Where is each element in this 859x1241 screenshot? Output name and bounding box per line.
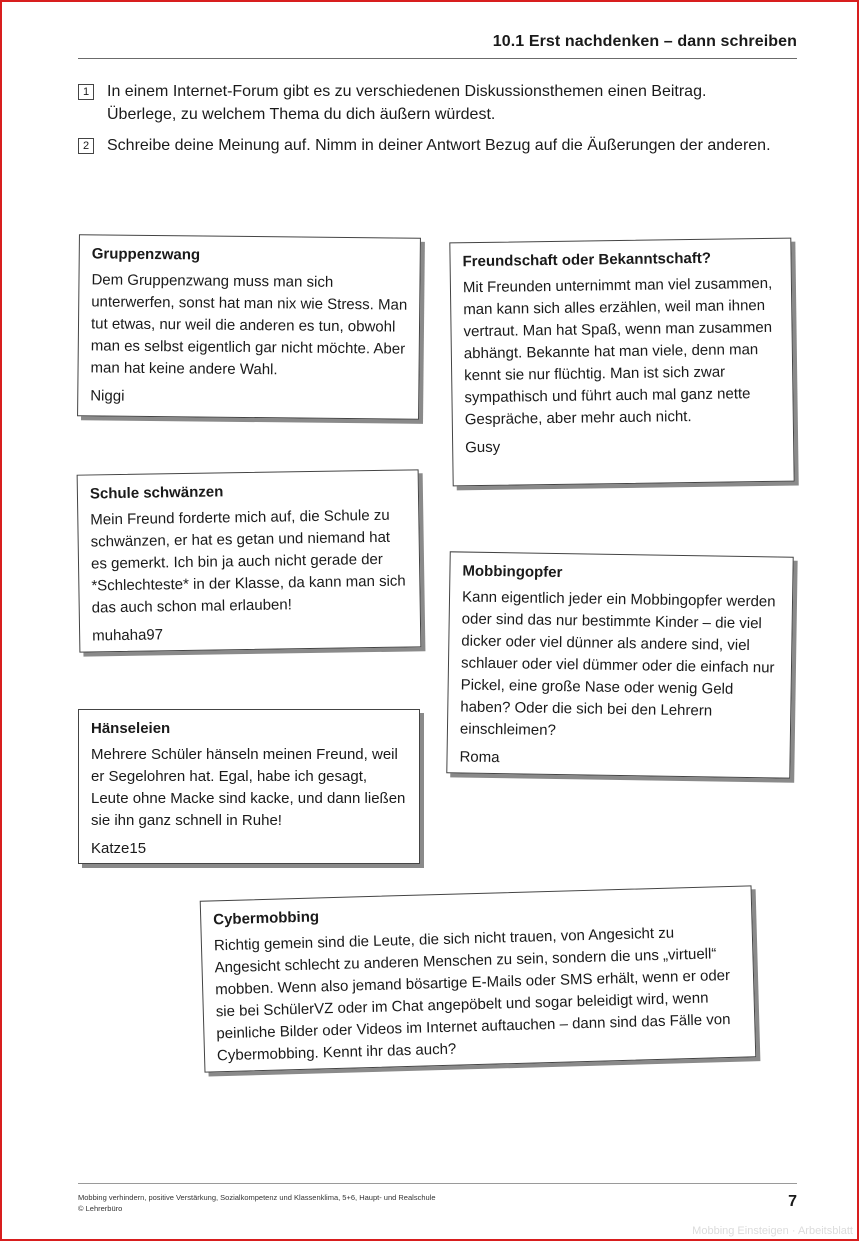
footer-divider [78,1183,797,1184]
post-title: Cybermobbing [213,908,320,929]
post-title: Mobbingopfer [462,562,563,582]
forum-post-mobbingopfer [446,551,793,778]
forum-post-gruppenzwang [77,234,421,420]
post-author: Niggi [90,387,125,405]
footer-line-1: Mobbing verhindern, positive Verstärkung, Sozialkompetenz und Klassenklima, 5+6, Haupt- und Realschule [78,1193,436,1202]
forum-post-cybermobbing [200,885,757,1072]
task-number-1: 1 [78,84,94,100]
post-body: Mit Freunden unternimmt man viel zusammen, man kann sich alles erzählen, weil man ihnen vertraut. Man hat Spaß, wenn man zusammen abhängt. Bekannte hat man viele, denn man kennt sie nur flüchtig. Man ist sich zwar sympathisch und führt auch mal ganz nette Gespräche, aber mehr auch nicht. [462,274,773,429]
footer-credits [78,1192,436,1214]
post-body: Richtig gemein sind die Leute, die sich nicht trauen, von Angesicht zu Angesicht schlecht zu anderen Menschen zu sein, sondern die uns „virtuell“ mobben. Wenn also jemand bösartige E-Mails oder SMS erhält, wenn er oder sie bei SchülerVZ oder im Chat angepöbelt und sogar beleidigt wird, wenn peinliche Bilder oder Videos im Internet auftauchen – dann sind das Fälle von Cybermobbing. Kennt ihr das auch? [213,924,731,1065]
post-body: Dem Gruppenzwang muss man sich unterwerfen, sonst hat man nix wie Stress. Man tut etwas, nur weil die anderen es tun, obwohl man es selbst eigentlich gar nicht möchte. Aber man hat keine andere Wahl. [90,271,408,379]
post-body: Mehrere Schüler hänseln meinen Freund, weil er Segelohren hat. Egal, habe ich gesagt, Leute ohne Macke sind kacke, und dann ließen sie ihn ganz schnell in Ruhe! [91,746,406,829]
header-divider [78,58,797,59]
task-text-2: Schreibe deine Meinung auf. Nimm in deiner Antwort Bezug auf die Äußerungen der anderen. [107,137,771,154]
post-body: Kann eigentlich jeder ein Mobbingopfer werden oder sind das nur bestimmte Kinder – die viel dicker oder viel dünner als andere sind, viel schlauer oder viel dümmer oder die einfach nur Pickel, eine große Nase oder wenig Geld haben? Oder die sich bei den Lehrern einschleimen? [459,588,776,739]
watermark: Mobbing Einsteigen · Arbeitsblatt [692,1225,853,1237]
post-title: Schule schwänzen [89,483,224,503]
post-author: Roma [459,748,500,767]
page-title: 10.1 Erst nachdenken – dann schreiben [492,33,797,50]
task-number-2: 2 [78,138,94,154]
post-title: Gruppenzwang [91,245,201,264]
post-title: Hänseleien [91,720,171,737]
forum-post-freundschaft [449,238,794,487]
footer-line-2: © Lehrerbüro [78,1204,123,1213]
task-text-1: In einem Internet-Forum gibt es zu verschiedenen Diskussionsthemen einen Beitrag. Überlege, zu welchem Thema du dich äußern würdest. [107,83,707,123]
task-2 [78,134,778,157]
post-author: muhaha97 [92,626,164,645]
forum-post-schule-schwaenzen [77,469,422,652]
post-author: Gusy [465,438,501,457]
post-author: Katze15 [91,840,147,857]
post-body: Mein Freund forderte mich auf, die Schule zu schwänzen, er hat es getan und niemand hat es gemerkt. Ich bin ja auch nicht gerade der *Schlechteste* in der Klasse, da kann man sich das auch schon mal erlauben! [90,506,406,617]
page-number: 7 [788,1193,797,1210]
post-title: Freundschaft oder Bekanntschaft? [462,249,712,271]
task-1 [78,80,778,126]
forum-post-haenseleien [78,709,420,864]
